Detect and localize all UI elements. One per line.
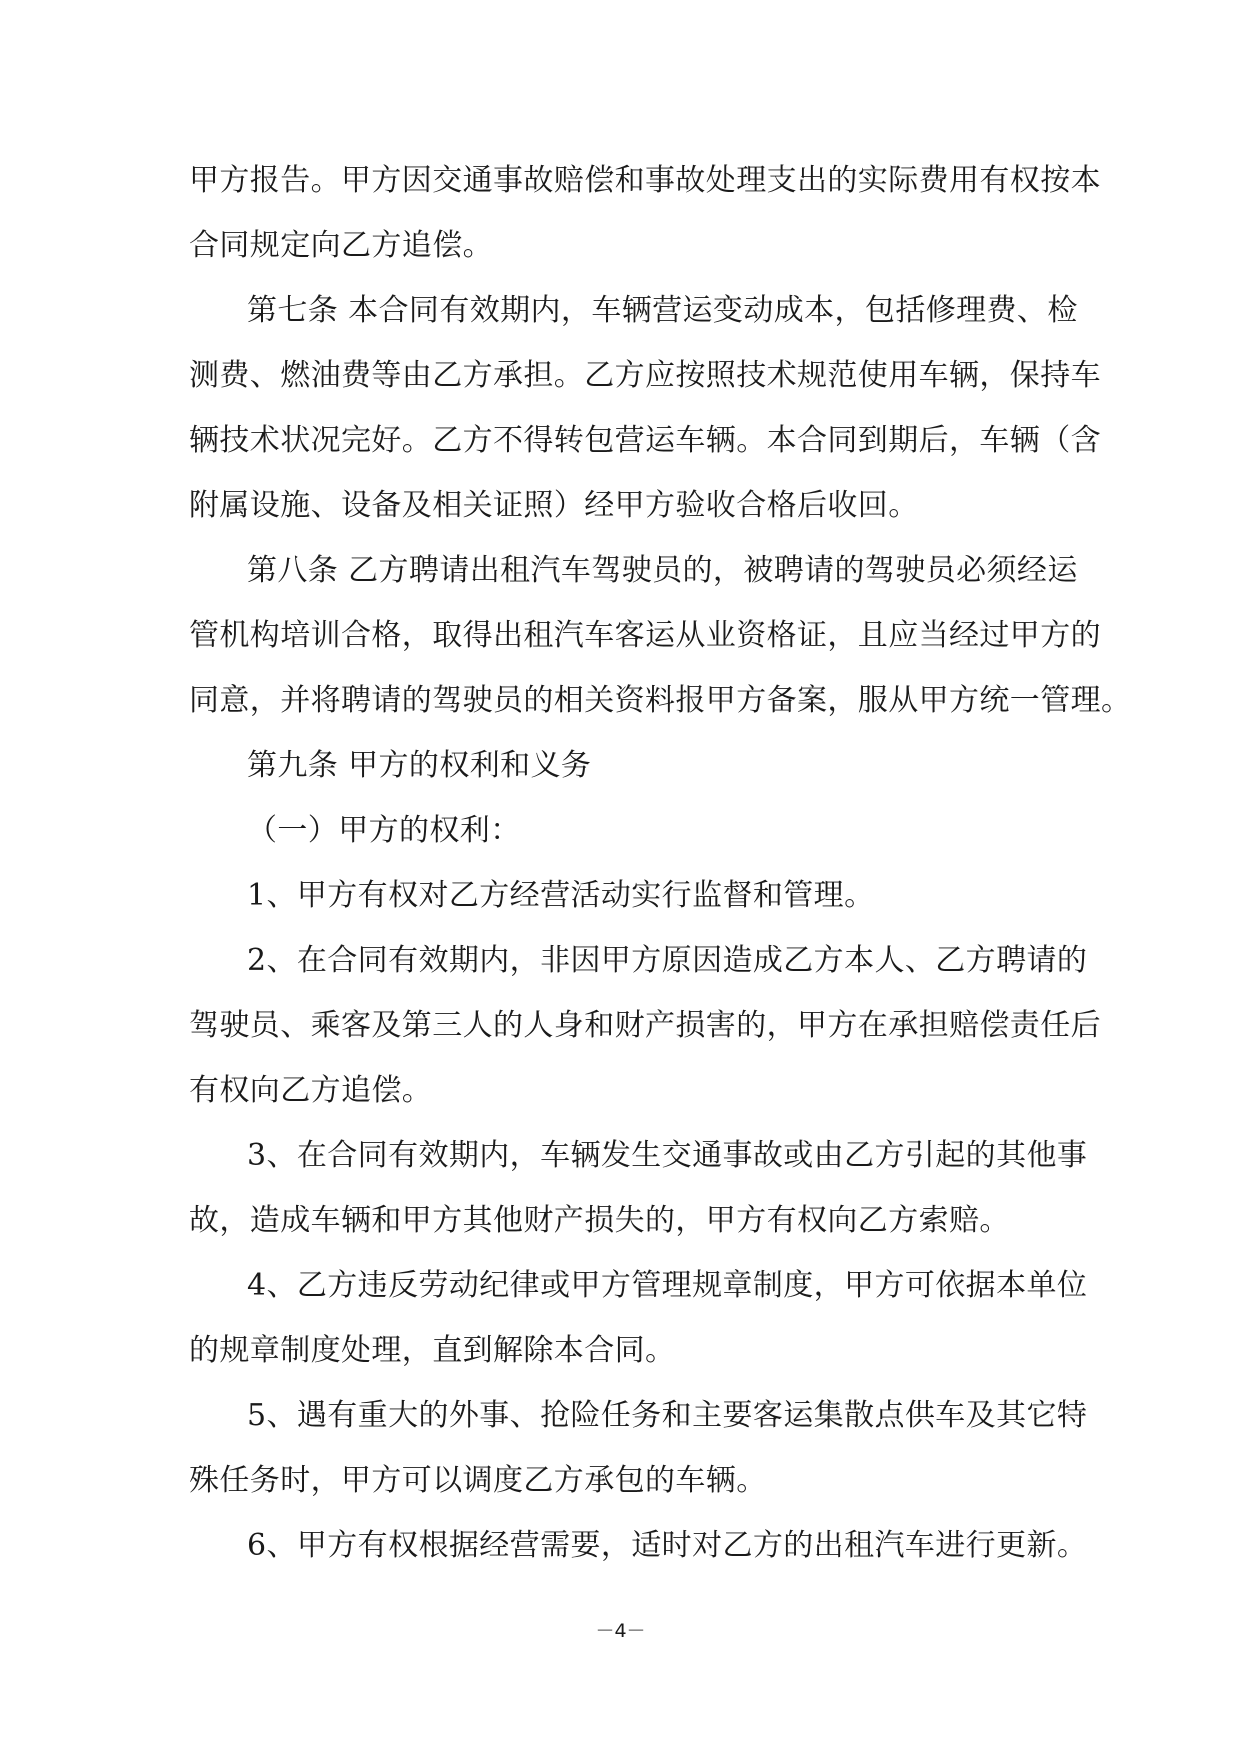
- text-line: 驾驶员、乘客及第三人的人身和财产损害的，甲方在承担赔偿责任后: [189, 1008, 1101, 1043]
- text-line: 的规章制度处理，直到解除本合同。: [189, 1333, 676, 1368]
- list-item: 5、遇有重大的外事、抢险任务和主要客运集散点供车及其它特: [247, 1398, 1088, 1433]
- article-9-heading: 第九条 甲方的权利和义务: [247, 748, 592, 783]
- page-number: －4－: [595, 1620, 646, 1642]
- section-heading: （一）甲方的权利：: [247, 813, 521, 848]
- article-7-heading-line: 第七条 本合同有效期内，车辆营运变动成本，包括修理费、检: [247, 293, 1078, 328]
- text-line: 测费、燃油费等由乙方承担。乙方应按照技术规范使用车辆，保持车: [189, 358, 1101, 393]
- text-line: 甲方报告。甲方因交通事故赔偿和事故处理支出的实际费用有权按本: [189, 163, 1101, 198]
- list-item: 4、乙方违反劳动纪律或甲方管理规章制度，甲方可依据本单位: [247, 1268, 1088, 1303]
- list-item: 6、甲方有权根据经营需要，适时对乙方的出租汽车进行更新。: [247, 1528, 1088, 1563]
- text-line: 合同规定向乙方追偿。: [189, 228, 493, 263]
- list-item: 1、甲方有权对乙方经营活动实行监督和管理。: [247, 878, 875, 913]
- text-line: 管机构培训合格，取得出租汽车客运从业资格证，且应当经过甲方的: [189, 618, 1101, 653]
- text-line: 殊任务时，甲方可以调度乙方承包的车辆。: [189, 1463, 767, 1498]
- list-item: 3、在合同有效期内，车辆发生交通事故或由乙方引起的其他事: [247, 1138, 1088, 1173]
- article-8-heading-line: 第八条 乙方聘请出租汽车驾驶员的，被聘请的驾驶员必须经运: [247, 553, 1078, 588]
- text-line: 有权向乙方追偿。: [189, 1073, 433, 1108]
- text-line: 故，造成车辆和甲方其他财产损失的，甲方有权向乙方索赔。: [189, 1203, 1010, 1238]
- text-line: 附属设施、设备及相关证照）经甲方验收合格后收回。: [189, 488, 919, 523]
- list-item: 2、在合同有效期内，非因甲方原因造成乙方本人、乙方聘请的: [247, 943, 1088, 978]
- text-line: 同意，并将聘请的驾驶员的相关资料报甲方备案，服从甲方统一管理。: [189, 683, 1132, 718]
- text-line: 辆技术状况完好。乙方不得转包营运车辆。本合同到期后，车辆（含: [189, 423, 1101, 458]
- document-body: [189, 160, 1132, 1590]
